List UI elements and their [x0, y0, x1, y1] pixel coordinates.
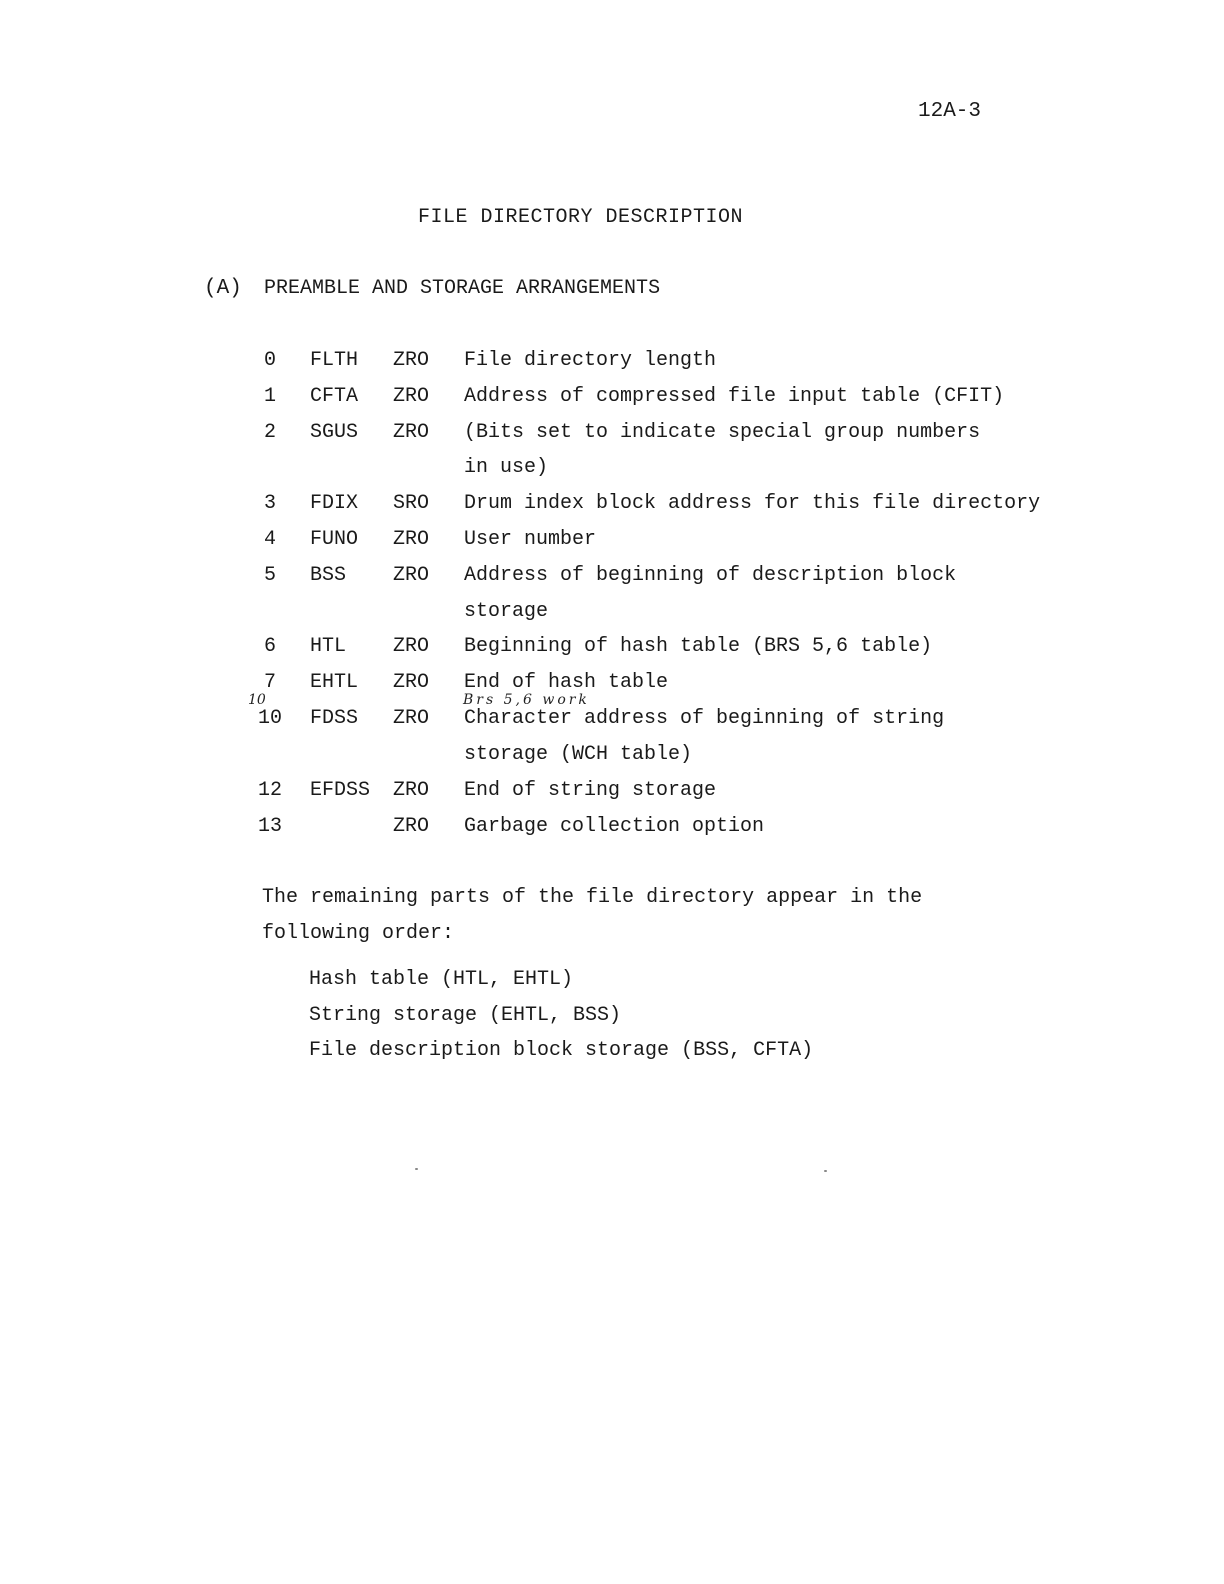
- entry-description: Garbage collection option: [464, 815, 765, 838]
- entry-description: Address of beginning of description block: [464, 564, 957, 587]
- entry-symbol: EHTL: [310, 671, 359, 694]
- list-item: String storage (EHTL, BSS): [309, 1004, 622, 1027]
- entry-description-continued: storage (WCH table): [464, 743, 693, 766]
- entry-index: 10: [257, 707, 282, 730]
- section-marker: (A): [204, 277, 242, 300]
- entry-index: 1: [263, 385, 276, 408]
- entry-description: Beginning of hash table (BRS 5,6 table): [464, 635, 933, 658]
- entry-index: 12: [257, 779, 282, 802]
- entry-index: 13: [257, 815, 282, 838]
- entry-op: ZRO: [393, 671, 430, 694]
- entry-op: ZRO: [393, 385, 430, 408]
- entry-symbol: EFDSS: [310, 779, 371, 802]
- entry-op: ZRO: [393, 564, 430, 587]
- handwritten-annotation: Brs 5,6 work: [463, 692, 590, 708]
- entry-index: 2: [263, 421, 276, 444]
- entry-op: ZRO: [393, 815, 430, 838]
- entry-index: 6: [263, 635, 276, 658]
- paragraph-line: following order:: [262, 922, 455, 945]
- document-title: FILE DIRECTORY DESCRIPTION: [418, 206, 744, 229]
- entry-description: End of hash table: [464, 671, 669, 694]
- entry-description: End of string storage: [464, 779, 717, 802]
- entry-description: Address of compressed file input table (CFIT): [464, 385, 1005, 408]
- entry-description: (Bits set to indicate special group numbers: [464, 421, 981, 444]
- entry-index: 5: [263, 564, 276, 587]
- entry-description: File directory length: [464, 349, 717, 372]
- paragraph-line: The remaining parts of the file directory appear in the: [262, 886, 923, 909]
- entry-symbol: SGUS: [310, 421, 359, 444]
- scan-speck: [415, 1168, 418, 1170]
- entry-op: ZRO: [393, 528, 430, 551]
- entry-op: ZRO: [393, 635, 430, 658]
- entry-description: User number: [464, 528, 597, 551]
- entry-index: 7: [263, 671, 276, 694]
- entry-symbol: FDSS: [310, 707, 359, 730]
- entry-symbol: HTL: [310, 635, 347, 658]
- entry-op: SRO: [393, 492, 430, 515]
- entry-symbol: FLTH: [310, 349, 359, 372]
- section-title: PREAMBLE AND STORAGE ARRANGEMENTS: [264, 277, 661, 300]
- entry-index: 4: [263, 528, 276, 551]
- entry-description-continued: storage: [464, 600, 549, 623]
- scan-speck: [824, 1170, 827, 1172]
- entry-symbol: CFTA: [310, 385, 359, 408]
- list-item: File description block storage (BSS, CFTA): [309, 1039, 814, 1062]
- handwritten-index-correction: 10: [248, 692, 266, 708]
- entry-symbol: FUNO: [310, 528, 359, 551]
- entry-index: 0: [263, 349, 276, 372]
- list-item: Hash table (HTL, EHTL): [309, 968, 574, 991]
- entry-description: Drum index block address for this file directory: [464, 492, 1041, 515]
- entry-symbol: FDIX: [310, 492, 359, 515]
- entry-op: ZRO: [393, 349, 430, 372]
- entry-symbol: BSS: [310, 564, 347, 587]
- entry-description: Character address of beginning of string: [464, 707, 945, 730]
- entry-op: ZRO: [393, 707, 430, 730]
- entry-description-continued: in use): [464, 456, 549, 479]
- entry-op: ZRO: [393, 421, 430, 444]
- entry-op: ZRO: [393, 779, 430, 802]
- page-number: 12A-3: [918, 100, 982, 123]
- entry-index: 3: [263, 492, 276, 515]
